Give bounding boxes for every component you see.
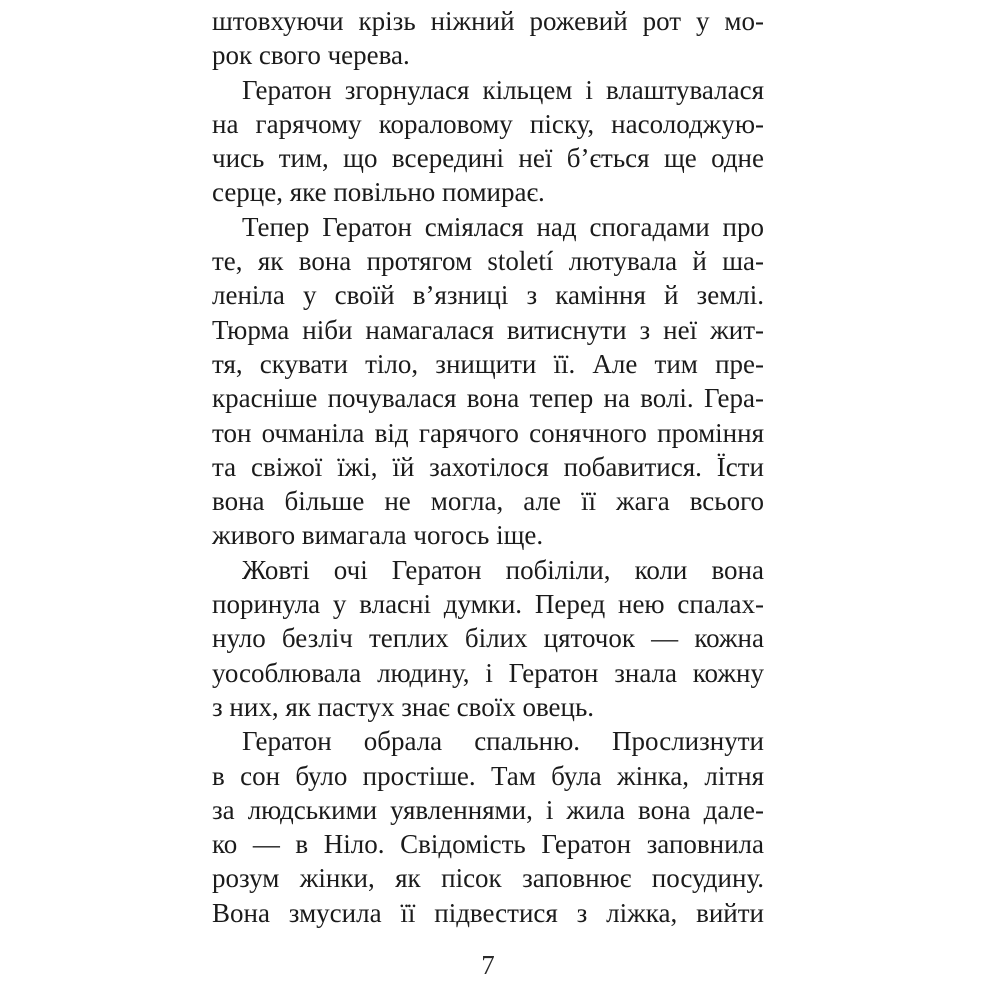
text-line: та свіжої їжі, їй захотілося побавитися. Їсти	[212, 451, 764, 482]
text-line: Гератон обрала спальню. Прослизнути	[242, 726, 764, 757]
text-line: Вона змусила її підвестися з ліжка, вийти	[212, 897, 764, 928]
text-line: уособлювала людину, і Гератон знала кожну	[212, 657, 764, 688]
text-line: поринула у власні думки. Перед нею спалах-	[212, 589, 764, 620]
text-line: за людськими уявленнями, і жила вона дале-	[212, 794, 764, 825]
text-line: те, як вона протягом století лютувала й ша-	[212, 246, 764, 277]
text-line: розум жінки, як пісок заповнює посудину.	[212, 863, 764, 894]
text-line: тя, скувати тіло, знищити її. Але тим пре-	[212, 348, 764, 379]
text-line: нуло безліч теплих білих цяточок — кожна	[212, 623, 764, 654]
page-text	[212, 4, 764, 930]
text-line: вона більше не могла, але її жага всього	[212, 486, 764, 517]
text-line: Тюрма ніби намагалася витиснути з неї жит-	[212, 314, 764, 345]
text-line: з них, як пастух знає своїх овець.	[212, 691, 595, 722]
text-line: тон очманіла від гарячого сонячного проміння	[212, 417, 764, 448]
text-line: Гератон згорнулася кільцем і влаштувалася	[242, 74, 764, 105]
text-line: чись тим, що всередині неї б’ється ще одне	[212, 143, 764, 174]
text-line: Тепер Гератон сміялася над спогадами про	[242, 211, 764, 242]
text-line: Жовті очі Гератон побіліли, коли вона	[242, 554, 764, 585]
page-number: 7	[481, 950, 495, 980]
text-line: рок свого черева.	[212, 40, 410, 71]
text-line: красніше почувалася вона тепер на волі. Гера-	[212, 383, 764, 414]
text-line: живого вимагала чогось іще.	[212, 520, 544, 551]
text-line: ко — в Ніло. Свідомість Гератон заповнила	[212, 829, 764, 860]
text-line: леніла у своїй в’язниці з каміння й землі.	[212, 280, 764, 311]
text-line: серце, яке повільно помирає.	[212, 177, 545, 208]
text-line: в сон було простіше. Там була жінка, літня	[212, 760, 764, 791]
text-line: штовхуючи крізь ніжний рожевий рот у мо-	[212, 6, 764, 36]
text-line: на гарячому кораловому піску, насолоджую-	[212, 108, 764, 139]
